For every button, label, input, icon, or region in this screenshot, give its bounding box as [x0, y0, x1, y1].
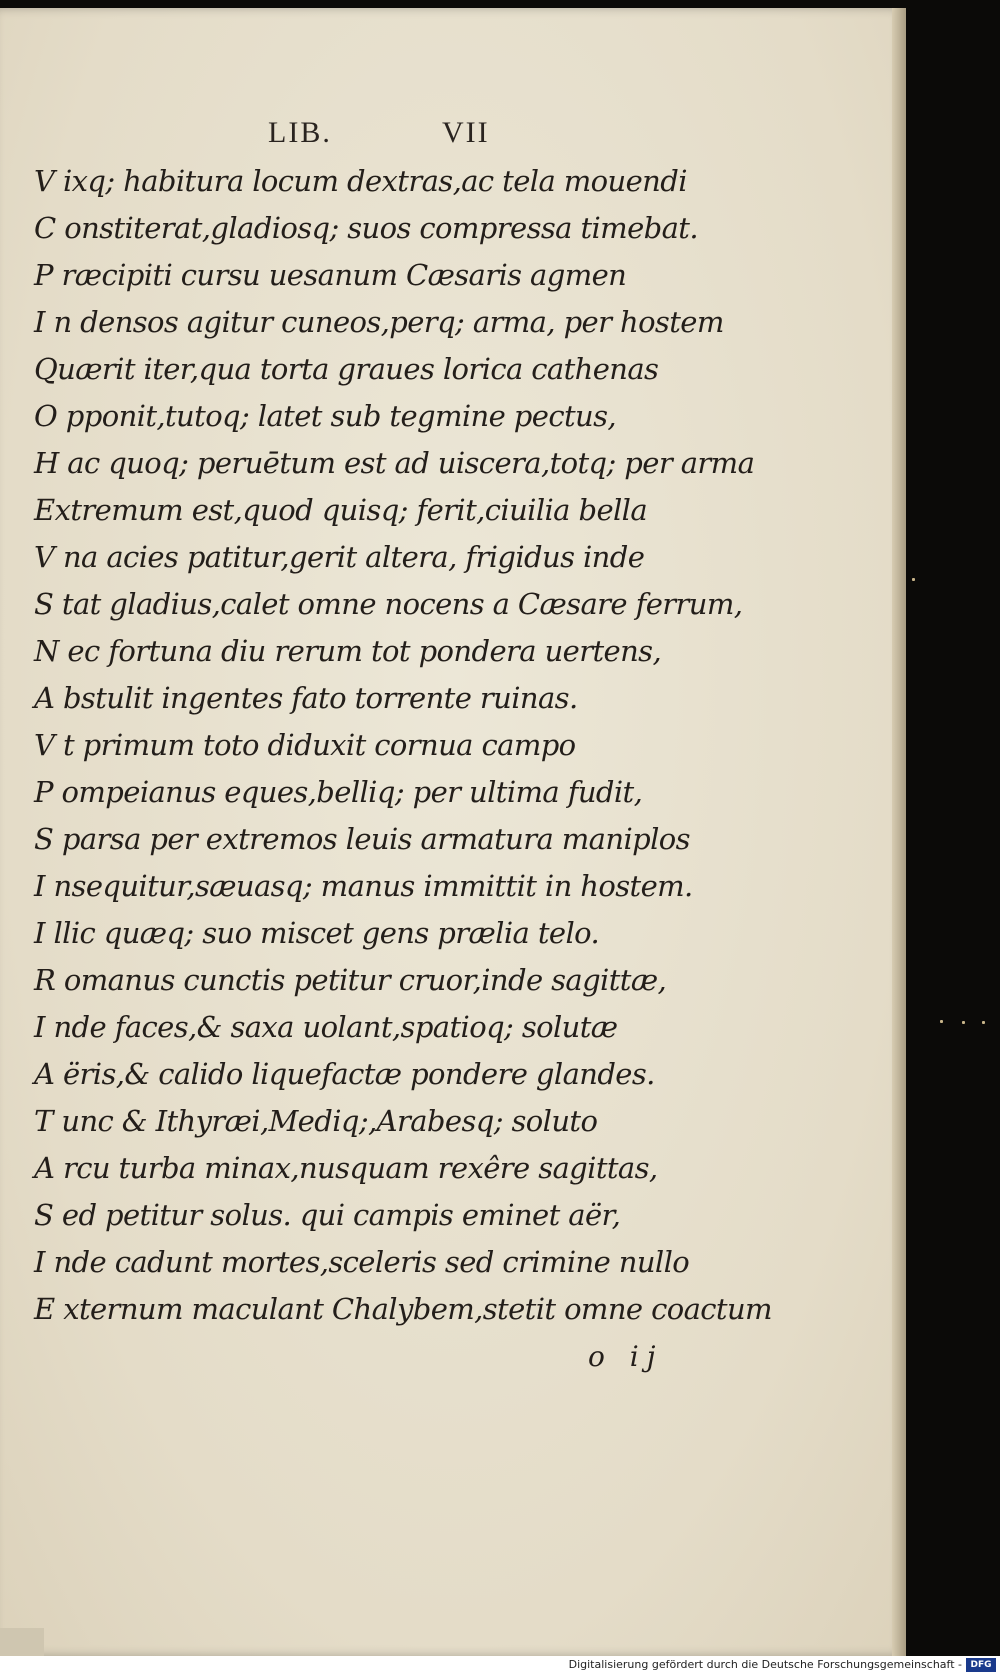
verse-line: P ræcipiti cursu uesanum Cæsaris agmen: [34, 258, 627, 292]
verse-line: Extremum est,quod quisq; ferit,ciuilia bella: [34, 493, 648, 527]
verse-line: V na acies patitur,gerit altera, frigidus inde: [34, 540, 645, 574]
verse-line: I nde faces,& saxa uolant,spatioq; solutæ: [34, 1010, 618, 1044]
verse-line: O pponit,tutoq; latet sub tegmine pectus,: [34, 399, 617, 433]
verse-line: I nsequitur,sæuasq; manus immittit in hostem.: [34, 869, 693, 903]
verse-line: C onstiterat,gladiosq; suos compressa timebat.: [34, 211, 698, 245]
credit-text: Digitalisierung gefördert durch die Deutsche Forschungsgemeinschaft -: [568, 1658, 962, 1671]
signature-mark: o ij: [588, 1340, 664, 1373]
verse-line: S tat gladius,calet omne nocens a Cæsare ferrum,: [34, 587, 743, 621]
verse-line: T unc & Ithyræi,Mediq;,Arabesq; soluto: [34, 1104, 598, 1138]
verse-line: N ec fortuna diu rerum tot pondera uertens,: [34, 634, 662, 668]
page-edge: [892, 8, 906, 1656]
verse-line: S parsa per extremos leuis armatura maniplos: [34, 822, 690, 856]
verse-line: A ëris,& calido liquefactæ pondere glandes.: [34, 1057, 655, 1091]
verse-line: V t primum toto diduxit cornua campo: [34, 728, 576, 762]
digitization-credit-bar: [0, 1656, 1000, 1675]
verse-line: E xternum maculant Chalybem,stetit omne coactum: [34, 1292, 772, 1326]
dust-speck: [940, 1020, 943, 1023]
verse-line: P ompeianus eques,belliq; per ultima fudit,: [34, 775, 643, 809]
book-page: [0, 8, 906, 1656]
header-book-number: VII: [442, 116, 490, 149]
verse-line: H ac quoq; peruētum est ad uiscera,totq; per arma: [34, 446, 755, 480]
verse-line: R omanus cunctis petitur cruor,inde sagittæ,: [34, 963, 667, 997]
verse-block: [34, 158, 772, 1333]
verse-line: I n densos agitur cuneos,perq; arma, per hostem: [34, 305, 724, 339]
header-book-label: LIB.: [268, 116, 332, 149]
verse-line: I nde cadunt mortes,sceleris sed crimine nullo: [34, 1245, 690, 1279]
dust-speck: [912, 578, 915, 581]
verse-line: Quærit iter,qua torta graues lorica cathenas: [34, 352, 659, 386]
verse-line: S ed petitur solus. qui campis eminet aër,: [34, 1198, 621, 1232]
verse-line: A bstulit ingentes fato torrente ruinas.: [34, 681, 578, 715]
verse-line: I llic quæq; suo miscet gens prælia telo.: [34, 916, 600, 950]
verse-line: A rcu turba minax,nusquam rexêre sagittas,: [34, 1151, 658, 1185]
dust-speck: [962, 1021, 965, 1024]
running-header: [0, 116, 906, 156]
verse-line: V ixq; habitura locum dextras,ac tela mouendi: [34, 164, 687, 198]
dfg-logo: DFG: [966, 1658, 996, 1672]
dust-speck: [982, 1021, 985, 1024]
